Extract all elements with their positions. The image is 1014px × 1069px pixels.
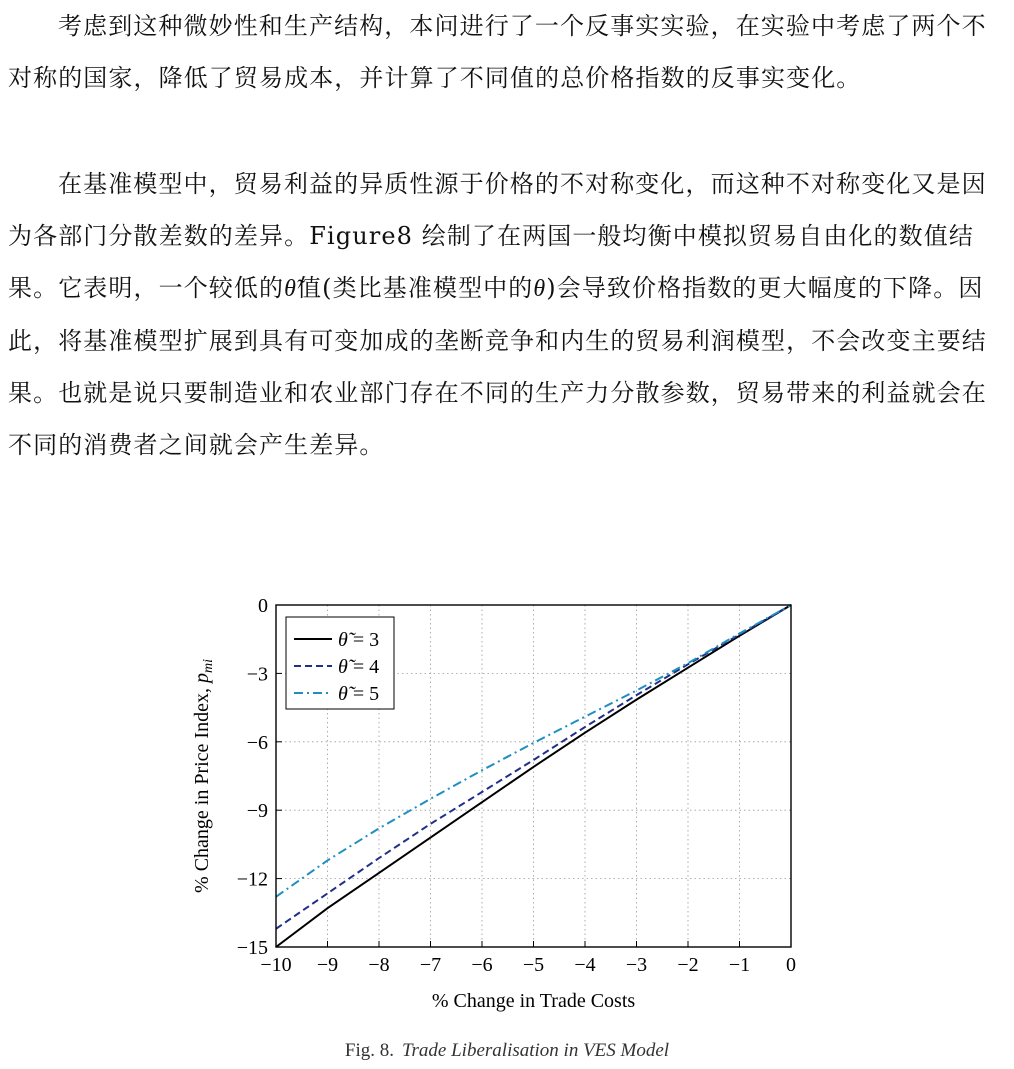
y-tick-label: −12 (236, 868, 268, 891)
y-axis-label-symbol: p (191, 673, 213, 684)
paragraph-1-text: 考虑到这种微妙性和生产结构，本问进行了一个反事实实验，在实验中考虑了两个不对称的国家，降低了贸易成本，并计算了不同值的总价格指数的反事实变化。 (8, 12, 987, 92)
paragraph-2-text-c: )会导致价格指数的更大幅度的下降。因此，将基准模型扩展到具有可变加成的垄断竞争和内生的贸易利润模型，不会改变主要结果。也就是说只要制造业和农业部门存在不同的生产力分散参数，贸易带来的利益就会在不同的消费者之间就会产生差异。 (8, 274, 987, 459)
price-index-chart (180, 585, 820, 1025)
legend-label-3: θ̃ = 5 (338, 683, 380, 705)
paragraph-2 (8, 158, 1006, 471)
x-tick-label: −7 (419, 954, 442, 976)
x-tick-label: −8 (368, 954, 390, 976)
y-tick-label: −6 (246, 731, 268, 754)
figure-caption (0, 1040, 1014, 1062)
x-tick-label: −9 (316, 954, 339, 976)
paragraph-2-text-b: 值(类比基准模型中的 (297, 274, 534, 302)
y-axis-label-text: % Change in Price Index, (191, 683, 213, 893)
chart-legend (286, 617, 394, 709)
x-axis-label: % Change in Trade Costs (431, 990, 636, 1012)
y-tick-label: −3 (246, 663, 268, 686)
x-tick-label: −2 (677, 954, 699, 976)
caption-title: Trade Liberalisation in VES Model (402, 1040, 670, 1061)
y-tick-label: 0 (258, 595, 268, 617)
x-tick-label: −3 (625, 954, 648, 976)
x-tick-label: −4 (574, 954, 596, 976)
x-tick-label: −10 (260, 954, 292, 976)
x-tick-label: −5 (522, 954, 545, 976)
caption-label: Fig. 8. (344, 1040, 395, 1061)
legend-label-2: θ̃ = 4 (338, 656, 380, 678)
y-tick-label: −9 (246, 800, 268, 823)
x-tick-label: −6 (471, 954, 493, 976)
y-tick-label: −15 (236, 937, 268, 959)
y-axis-label (191, 659, 216, 893)
x-tick-label: 0 (786, 954, 796, 976)
paragraph-2-text-a: 在基准模型中，贸易利益的异质性源于价格的不对称变化，而这种不对称变化又是因为各部门分散差数的差异。Figure8 绘制了在两国一般均衡中模拟贸易自由化的数值结果。它表明，一个较低的 (8, 170, 987, 302)
legend-label-1: θ̃ = 3 (338, 629, 380, 651)
theta-symbol: θ (533, 276, 547, 302)
paragraph-1 (8, 0, 1006, 104)
x-tick-label: −1 (728, 954, 751, 976)
y-axis-label-subscript: mi (201, 659, 216, 674)
theta-tilde-symbol: θ̃ (284, 276, 297, 302)
